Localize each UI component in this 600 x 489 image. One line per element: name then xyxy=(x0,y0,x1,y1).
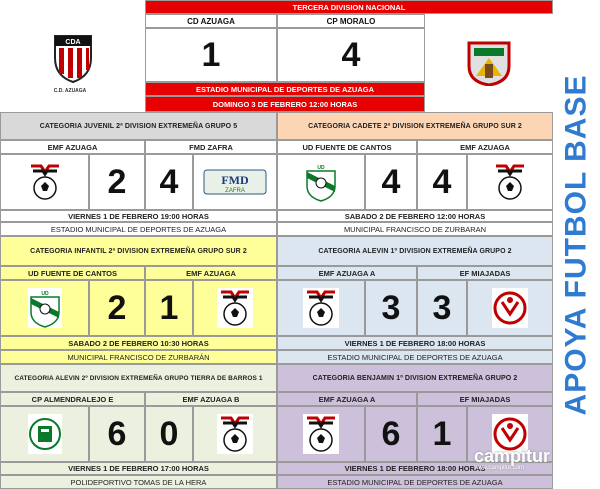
watermark-brand: campitur xyxy=(474,446,551,466)
ef-miajadas-badge-icon xyxy=(492,288,528,328)
juvenil-away-team: FMD ZAFRA xyxy=(145,140,277,154)
ud-badge-text: UD xyxy=(40,291,49,297)
cd-azuaga-badge-icon xyxy=(51,28,95,84)
alevin1-home-score: 3 xyxy=(365,280,417,336)
main-league-title: TERCERA DIVISION NACIONAL xyxy=(145,0,553,14)
watermark xyxy=(474,446,564,486)
category-infantil: CATEGORIA INFANTIL 2ª DIVISION EXTREMEÑA GRUPO SUR 2 xyxy=(0,236,277,266)
badge-initials: CDA xyxy=(64,39,81,46)
emf-azuaga-badge-icon xyxy=(492,162,528,202)
infantil-away-score: 1 xyxy=(145,280,193,336)
benjamin-home-score: 6 xyxy=(365,406,417,462)
infantil-home-team: UD FUENTE DE CANTOS xyxy=(0,266,145,280)
side-banner-text: APOYA FUTBOL BASE xyxy=(559,74,592,415)
category-benjamin: CATEGORIA BENJAMIN 1º DIVISION EXTREMEÑA GRUPO 2 xyxy=(277,364,553,392)
ud-fuente-cantos-badge-icon xyxy=(28,288,62,328)
category-cadete: CATEGORIA CADETE 2ª DIVISION EXTREMEÑA GRUPO SUR 2 xyxy=(277,112,553,140)
benjamin-home-team: EMF AZUAGA A xyxy=(277,392,417,406)
alevin1-away-logo xyxy=(467,280,553,336)
alevin2-venue: POLIDEPORTIVO TOMAS DE LA HERA xyxy=(0,475,277,489)
juvenil-home-logo xyxy=(0,154,89,210)
benjamin-datetime: VIERNES 1 DE FEBRERO 18:00 HORAS xyxy=(277,462,553,475)
benjamin-away-team: EF MIAJADAS xyxy=(417,392,553,406)
emf-azuaga-badge-icon xyxy=(217,288,253,328)
emf-azuaga-badge-icon xyxy=(303,414,339,454)
main-away-team: CP MORALO xyxy=(277,14,425,28)
alevin2-home-logo xyxy=(0,406,89,462)
cadete-venue: MUNICIPAL FRANCISCO DE ZURBARAN xyxy=(277,222,553,236)
infantil-home-score: 2 xyxy=(89,280,145,336)
alevin1-venue: ESTADIO MUNICIPAL DE DEPORTES DE AZUAGA xyxy=(277,350,553,364)
infantil-venue: MUNICIPAL FRANCISCO DE ZURBARÁN xyxy=(0,350,277,364)
alevin1-home-team: EMF AZUAGA A xyxy=(277,266,417,280)
category-alevin-2: CATEGORIA ALEVIN 2º DIVISION EXTREMEÑA GRUPO TIERRA DE BARROS 1 xyxy=(0,364,277,392)
main-home-score: 1 xyxy=(145,28,277,82)
alevin2-away-team: EMF AZUAGA B xyxy=(145,392,277,406)
emf-azuaga-badge-icon xyxy=(27,162,63,202)
cadete-away-score: 4 xyxy=(417,154,467,210)
emf-azuaga-badge-icon xyxy=(217,414,253,454)
cadete-home-score: 4 xyxy=(365,154,417,210)
infantil-away-team: EMF AZUAGA xyxy=(145,266,277,280)
alevin1-away-team: EF MIAJADAS xyxy=(417,266,553,280)
fmd-badge-text: FMD xyxy=(221,173,249,187)
alevin2-home-team: CP ALMENDRALEJO E xyxy=(0,392,145,406)
watermark-url: www.campitur.com xyxy=(474,465,525,471)
cadete-home-logo xyxy=(277,154,365,210)
benjamin-venue: ESTADIO MUNICIPAL DE DEPORTES DE AZUAGA xyxy=(277,475,553,489)
infantil-away-logo xyxy=(193,280,277,336)
benjamin-home-logo xyxy=(277,406,365,462)
cadete-datetime: SABADO 2 DE FEBRERO 12:00 HORAS xyxy=(277,210,553,222)
home-badge-caption: C.D. AZUAGA xyxy=(53,88,87,94)
juvenil-home-team: EMF AZUAGA xyxy=(0,140,145,154)
alevin1-home-logo xyxy=(277,280,365,336)
juvenil-datetime: VIERNES 1 DE FEBRERO 19:00 HORAS xyxy=(0,210,277,222)
benjamin-away-score: 1 xyxy=(417,406,467,462)
alevin1-away-score: 3 xyxy=(417,280,467,336)
fmd-badge-sub: ZAFRA xyxy=(225,188,245,194)
juvenil-away-logo xyxy=(193,154,277,210)
cadete-home-team: UD FUENTE DE CANTOS xyxy=(277,140,417,154)
main-home-team: CD AZUAGA xyxy=(145,14,277,28)
main-venue: ESTADIO MUNICIPAL DE DEPORTES DE AZUAGA xyxy=(145,82,425,96)
alevin2-away-logo xyxy=(193,406,277,462)
emf-azuaga-badge-icon xyxy=(303,288,339,328)
alevin2-away-score: 0 xyxy=(145,406,193,462)
cp-moralo-badge-icon xyxy=(466,40,512,86)
infantil-home-logo xyxy=(0,280,89,336)
main-datetime: DOMINGO 3 DE FEBRERO 12:00 HORAS xyxy=(145,96,425,112)
alevin2-home-score: 6 xyxy=(89,406,145,462)
side-banner xyxy=(552,0,600,489)
main-away-score: 4 xyxy=(277,28,425,82)
cadete-away-team: EMF AZUAGA xyxy=(417,140,553,154)
juvenil-away-score: 4 xyxy=(145,154,193,210)
fmd-zafra-badge-icon xyxy=(203,169,267,195)
ud-badge-text: UD xyxy=(317,165,325,171)
away-badge-cell xyxy=(425,14,553,112)
alevin2-datetime: VIERNES 1 DE FEBRERO 17:00 HORAS xyxy=(0,462,277,475)
juvenil-venue: ESTADIO MUNICIPAL DE DEPORTES DE AZUAGA xyxy=(0,222,277,236)
home-badge-cell xyxy=(0,0,145,112)
juvenil-home-score: 2 xyxy=(89,154,145,210)
ud-fuente-cantos-badge-icon xyxy=(304,162,338,202)
infantil-datetime: SABADO 2 DE FEBRERO 10:30 HORAS xyxy=(0,336,277,350)
category-juvenil: CATEGORIA JUVENIL 2ª DIVISION EXTREMEÑA GRUPO 5 xyxy=(0,112,277,140)
cp-almendralejo-badge-icon xyxy=(28,414,62,454)
cadete-away-logo xyxy=(467,154,553,210)
category-alevin-1: CATEGORIA ALEVIN 1º DIVISION EXTREMEÑA GRUPO 2 xyxy=(277,236,553,266)
alevin1-datetime: VIERNES 1 DE FEBRERO 18:00 HORAS xyxy=(277,336,553,350)
